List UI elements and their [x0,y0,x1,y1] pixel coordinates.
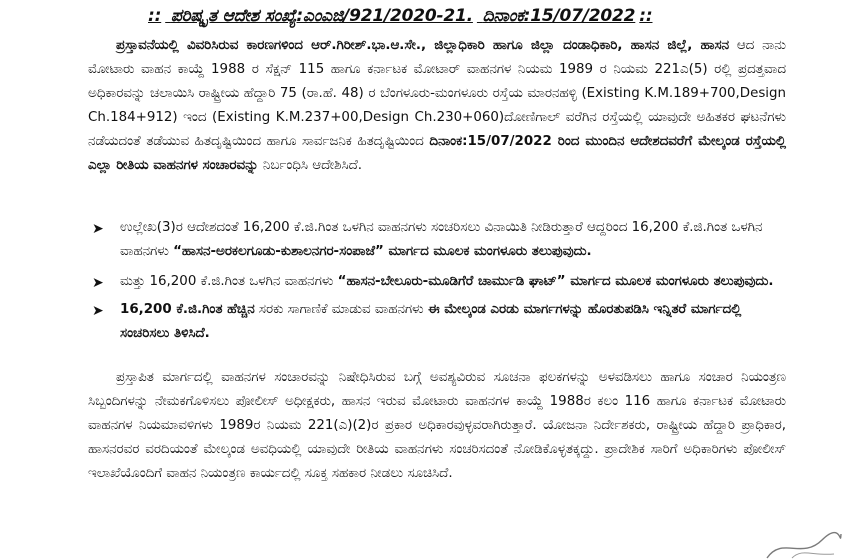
bullet-text: ಉಲ್ಲೇಖ(3)ರ ಆದೇಶದಂತೆ 16,200 ಕೆ.ಜಿ.ಗಿಂತ ಒಳಗಿನ ವಾಹನಗಳು ಸಂಚರಿಸಲು ವಿನಾಯಿತಿ ನೀಡಿರುತ್ತಾರೆ ಆದ್ದರಿಂದ 16,200 ಕೆ.ಜಿ.ಗಿಂತ ಒಳಗಿನ ವಾಹನಗಳು [120,220,763,259]
bullet-weight: 16,200 ಕೆ.ಜಿ.ಗಿಂತ ಹೆಚ್ಚಿನ [120,302,255,317]
preamble-body: ಆದ ನಾನು ಮೋಟಾರು ವಾಹನ ಕಾಯ್ದೆ 1988 ರ ಸೆಕ್ಷನ್ 115 ಹಾಗೂ ಕರ್ನಾಟಕ ಮೋಟಾರ್ ವಾಹನಗಳ ನಿಯಮ 1989 ರ ನಿಯಮ 221ಎ(5) ರಲ್ಲಿ ಪ್ರದತ್ತವಾದ ಅಧಿಕಾರವನ್ನು ಚಲಾಯಿಸಿ ರಾಷ್ಟ್ರೀಯ ಹೆದ್ದಾರಿ 75 (ರಾ.ಹೆ. 48) ರ ಬೆಂಗಳೂರು-ಮಂಗಳೂರು ರಸ್ತೆಯ ಮಾರನಹಳ್ಳಿ (Existing K.M.189+700,Design Ch.184+912) ಇಂದ (Existing K.M.237+00,Design Ch.230+060)ದೋಣಿಗಾಲ್ ವರೆಗಿನ ರಸ್ತೆಯಲ್ಲಿ ಯಾವುದೇ ಅಹಿತಕರ ಘಟನೆಗಳು ನಡೆಯದಂತೆ ತಡೆಯುವ ಹಿತದೃಷ್ಟಿಯಿಂದ ಹಾಗೂ ಸಾರ್ವಜನಿಕ ಹಿತದೃಷ್ಟಿಯಿಂದ [88,38,786,149]
order-number: ಪರಿಷ್ಕೃತ ಆದೇಶ ಸಂಖ್ಯೆ:ಎಂಎಜಿ/921/2020-21. [170,6,473,26]
instructions-paragraph [88,366,786,486]
header-suffix: :: [639,6,653,26]
bullet-route: ಈ ಮೇಲ್ಕಂಡ ಎರಡು ಮಾರ್ಗಗಳನ್ನು ಹೊರತುಪಡಿಸಿ ಇನ್ನಿತರೆ ಮಾರ್ಗದಲ್ಲಿ ಸಂಚರಿಸಲು ತಿಳಿಸಿದೆ. [120,302,742,341]
preamble-paragraph [88,34,786,178]
arrow-bullet-icon: ➤ [92,303,104,319]
list-item [92,298,792,346]
bullet-text: ಮತ್ತು 16,200 ಕೆ.ಜಿ.ಗಿಂತ ಒಳಗಿನ ವಾಹನಗಳು [120,274,338,289]
preamble-authority: ಪ್ರಸ್ತಾವನೆಯಲ್ಲಿ ವಿವರಿಸಿರುವ ಕಾರಣಗಳಿಂದ ಆರ್.ಗಿರೀಶ್.ಭಾ.ಆ.ಸೇ., ಜಿಲ್ಲಾಧಿಕಾರಿ ಹಾಗೂ ಜಿಲ್ಲಾ ದಂಡಾಧಿಕಾರಿ, ಹಾಸನ ಜಿಲ್ಲೆ, ಹಾಸನ [116,38,730,53]
order-date: ದಿನಾಂಕ:15/07/2022 [482,6,636,26]
bullet-route: “ಹಾಸನ-ಅರಕಲಗೂಡು-ಕುಶಾಲನಗರ-ಸಂಪಾಜೆ” ಮಾರ್ಗದ ಮೂಲಕ ಮಂಗಳೂರು ತಲುಪುವುದು. [173,244,592,259]
arrow-bullet-icon: ➤ [92,275,104,291]
list-item [92,270,792,294]
order-header [148,6,828,26]
list-item [92,216,792,264]
signature-ink-mark [762,530,842,560]
bullet-route: “ಹಾಸನ-ಬೇಲೂರು-ಮೂಡಿಗೆರೆ ಚಾರ್ಮುಡಿ ಘಾಟ್” ಮಾರ್ಗದ ಮೂಲಕ ಮಂಗಳೂರು ತಲುಪುವುದು. [337,274,774,289]
instructions-text: ಪ್ರಸ್ತಾಪಿತ ಮಾರ್ಗದಲ್ಲಿ ವಾಹನಗಳ ಸಂಚಾರವನ್ನು ನಿಷೇಧಿಸಿರುವ ಬಗ್ಗೆ ಅವಶ್ಯವಿರುವ ಸೂಚನಾ ಫಲಕಗಳನ್ನು ಅಳವಡಿಸಲು ಹಾಗೂ ಸಂಚಾರ ನಿಯಂತ್ರಣ ಸಿಬ್ಬಂದಿಗಳನ್ನು ನೇಮಕಗೊಳಿಸಲು ಪೋಲೀಸ್ ಅಧೀಕ್ಷಕರು, ಹಾಸನ ಇರುವ ಮೋಟಾರು ವಾಹನಗಳ ಕಾಯ್ದೆ 1988ರ ಕಲಂ 116 ಹಾಗೂ ಕರ್ನಾಟಕ ಮೋಟಾರು ವಾಹನಗಳ ನಿಯಮಾವಳಿಗಳು 1989ರ ನಿಯಮ 221(ಎ)(2)ರ ಪ್ರಕಾರ ಅಧಿಕಾರವುಳ್ಳವರಾಗಿರುತ್ತಾರೆ. ಯೋಜನಾ ನಿರ್ದೇಶಕರು, ರಾಷ್ಟ್ರೀಯ ಹೆದ್ದಾರಿ ಪ್ರಾಧಿಕಾರ, ಹಾಸನರವರ ವರದಿಯಂತೆ ಮೇಲ್ಕಂಡ ಅವಧಿಯಲ್ಲಿ ಯಾವುದೇ ರೀತಿಯ ವಾಹನಗಳು ಸಂಚರಿಸದಂತೆ ನೋಡಿಕೊಳ್ಳತಕ್ಕದ್ದು. ಪ್ರಾದೇಶಿಕ ಸಾರಿಗೆ ಅಧಿಕಾರಿಗಳು ಪೋಲೀಸ್ ಇಲಾಖೆಯೊಂದಿಗೆ ವಾಹನ ನಿಯಂತ್ರಣ ಕಾರ್ಯದಲ್ಲಿ ಸೂಕ್ತ ಸಹಕಾರ ನೀಡಲು ಸೂಚಿಸಿದೆ. [88,370,786,481]
header-prefix: :: [148,6,162,26]
bullet-text: ಸರಕು ಸಾಗಾಣಿಕೆ ಮಾಡುವ ವಾಹನಗಳು [254,302,428,317]
arrow-bullet-icon: ➤ [92,221,104,237]
preamble-end: ನಿರ್ಬಂಧಿಸಿ ಆದೇಶಿಸಿದೆ. [258,158,363,173]
preamble-restriction: ದಿನಾಂಕ:15/07/2022 ರಿಂದ ಮುಂದಿನ ಆದೇಶದವರೆಗೆ ಮೇಲ್ಕಂಡ ರಸ್ತೆಯಲ್ಲಿ ಎಲ್ಲಾ ರೀತಿಯ ವಾಹನಗಳ ಸಂಚಾರವನ್ನು [88,134,786,173]
bullet-list [92,216,792,350]
